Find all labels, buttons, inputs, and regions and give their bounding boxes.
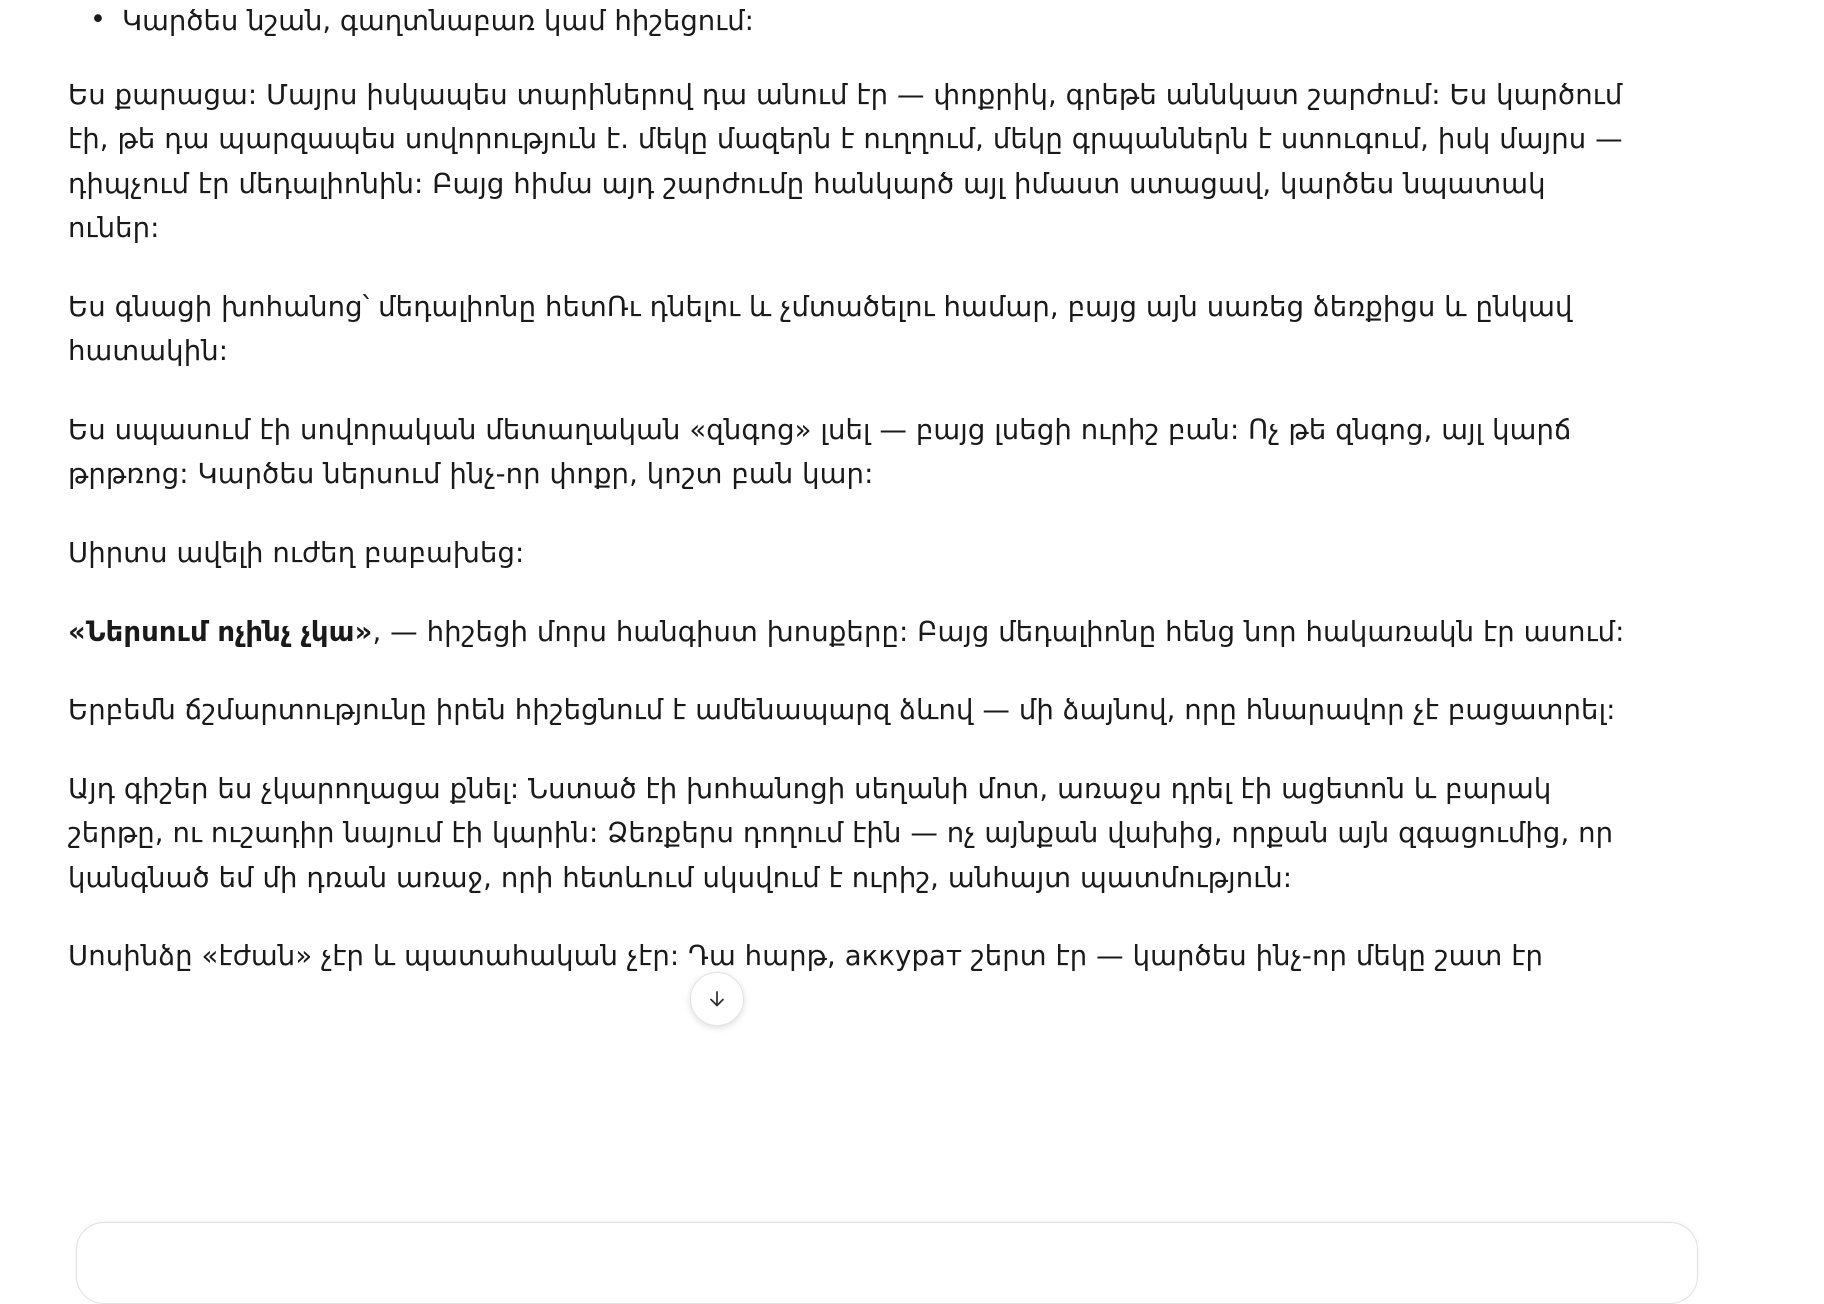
message-composer[interactable] — [76, 1222, 1698, 1304]
paragraph-6: Երբեմն ճշմարտությունը իրեն հիշեցնում է ամենապարզ ձևով — մի ձայնով, որը հնարավոր չէ բացատրել: — [68, 694, 1616, 727]
paragraph-2: Ես գնացի խոհանոց՝ մեդալիոնը հետՌւ դնելու և չմտածելու համար, բայց այն սառեց ձեռքիցս և ընկավ հատակին: — [68, 290, 1573, 368]
bullet-list — [68, 0, 1640, 43]
right-margin — [1800, 0, 1824, 1260]
paragraph-4: Սիրտս ավելի ուժեղ բաբախեց: — [68, 537, 525, 569]
paragraph-7: Այդ գիշեր ես չկարողացա քնել: Նստած էի խոհանոցի սեղանի մոտ, առաջս դրել էի ացետոն և բարակ շերթը, ու ուշադիր նայում էի կարին: Ձեռքերս դողում էին — ոչ այնքան վախից, որքան այն զգացումից, որ կանգնած եմ մի դռան առաջ, որի հետևում սկսվում է ուրիշ, անհայտ պատմություն: — [68, 772, 1614, 894]
arrow-down-icon — [705, 987, 729, 1011]
paragraph-3: Ես սպասում էի սովորական մետաղական «զնգոց» լսել — բայց լսեցի ուրիշ բան: Ոչ թե զնգոց, այլ կարճ թրթռոց: Կարծես ներսում ինչ-որ փոքր, կոշտ բան կար: — [68, 413, 1572, 491]
scroll-to-bottom-button[interactable] — [690, 972, 744, 1026]
paragraph-8: Սոսինձը «էժան» չէր և պատահական չէր: Դա հարթ, аккурат շերտ էր — կարծես ինչ-որ մեկը շատ էր — [68, 940, 1544, 973]
paragraph-5-text: , — հիշեցի մորս հանգիստ խոսքերը: Բայց մեդալիոնը հենց նոր հակառակն էր ասում: — [372, 615, 1625, 648]
paragraph-5-bold-prefix: «Ներսում ոչինչ չկա» — [68, 615, 373, 648]
paragraph-1: Ես քարացա: Մայրս իսկապես տարիներով դա անում էր — փոքրիկ, գրեթե աննկատ շարժում: Ես կարծում էի, թե դա պարզապես սովորություն է. մեկը մազերն է ուղղում, մեկը գրպաններն է ստուգում, իսկ մայրս — դիպչում էր մեդալիոնին: Բայց հիմա այդ շարժումը հանկարծ այլ իմաստ ստացավ, կարծես նպատակ ուներ: — [68, 78, 1623, 245]
list-item: • Կարծես նշան, գաղտնաբառ կամ հիշեցում: — [116, 0, 1640, 43]
paragraph-5 — [68, 610, 1628, 655]
